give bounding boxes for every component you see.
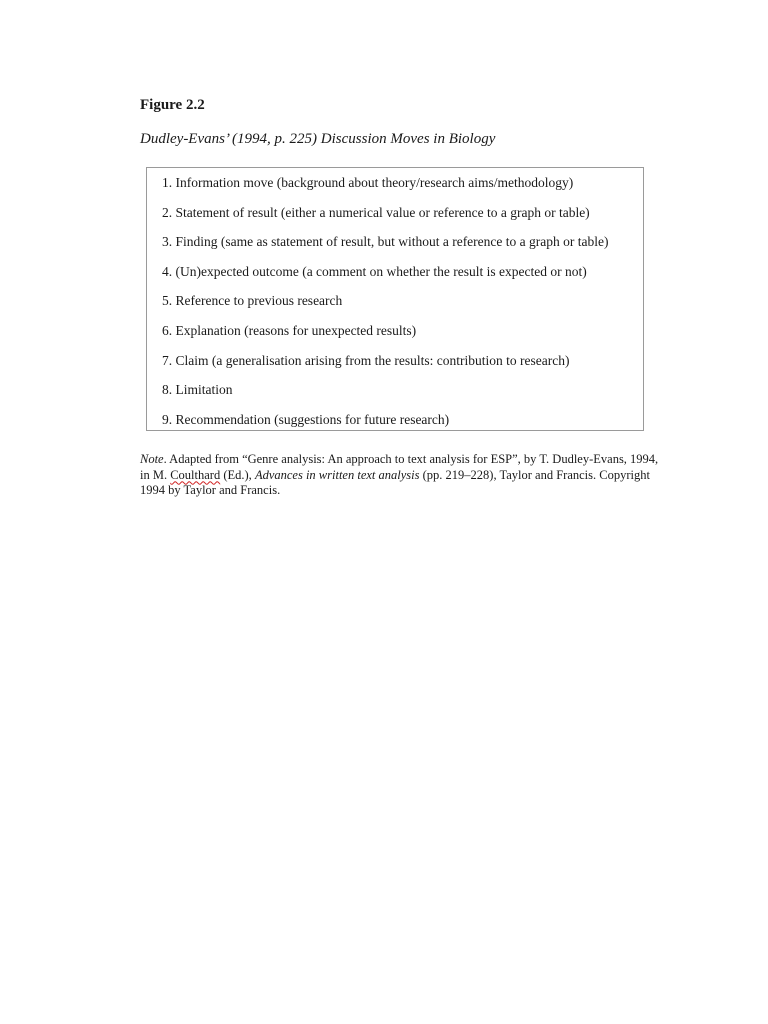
- note-label: Note: [140, 452, 164, 466]
- move-item-8: 8. Limitation: [162, 382, 233, 397]
- discussion-moves-box: [146, 167, 644, 431]
- move-item-3: 3. Finding (same as statement of result, but without a reference to a graph or table): [162, 234, 609, 249]
- figure-label: Figure 2.2: [140, 97, 205, 113]
- move-item-6: 6. Explanation (reasons for unexpected results): [162, 323, 417, 338]
- move-item-1: 1. Information move (background about theory/research aims/methodology): [162, 175, 574, 190]
- move-item-5: 5. Reference to previous research: [162, 293, 343, 308]
- note-book-title: Advances in written text analysis: [254, 467, 420, 482]
- note-text-part1: . Adapted from “Genre analysis: An approach to text analysis for ESP”, by T. Dudley-Evans, 1994, in M.: [140, 452, 659, 482]
- note-text-part3: (pp. 219–228), Taylor and Francis. Copyright 1994 by Taylor and Francis.: [140, 467, 650, 497]
- move-item-9: 9. Recommendation (suggestions for future research): [162, 412, 450, 427]
- figure-note: [140, 452, 670, 499]
- move-item-7: 7. Claim (a generalisation arising from the results: contribution to research): [162, 353, 570, 368]
- figure-title: Dudley-Evans’ (1994, p. 225) Discussion Moves in Biology: [140, 131, 496, 147]
- move-item-4: 4. (Un)expected outcome (a comment on whether the result is expected or not): [162, 264, 587, 279]
- move-item-2: 2. Statement of result (either a numerical value or reference to a graph or table): [162, 205, 590, 220]
- note-text-part2: (Ed.),: [220, 467, 255, 482]
- note-editor-name: Coulthard: [170, 467, 221, 482]
